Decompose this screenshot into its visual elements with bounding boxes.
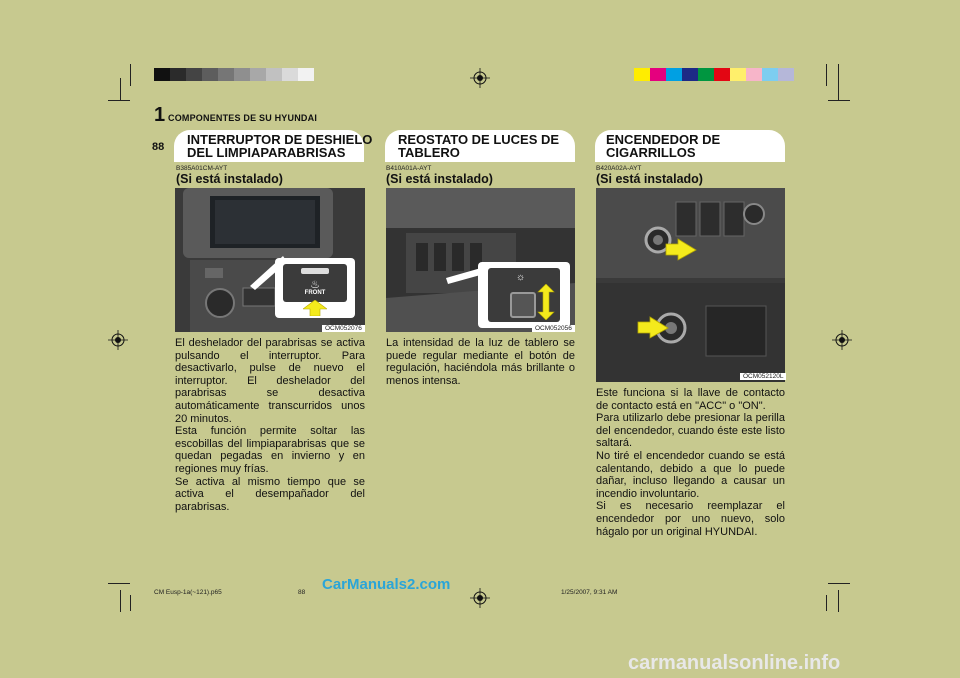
calibration-swatch (186, 68, 202, 81)
calibration-swatch (282, 68, 298, 81)
image-caption: OCM052076 (322, 325, 365, 332)
watermark-text: carmanualsonline.info (628, 652, 841, 674)
crop-mark (120, 590, 121, 612)
calibration-swatch (234, 68, 250, 81)
section-title (187, 133, 372, 159)
crop-mark (108, 583, 130, 584)
registration-mark-icon (470, 588, 490, 608)
section-title-line: ENCENDEDOR DE (606, 132, 721, 147)
dimmer-icon: ☼ (516, 272, 526, 283)
crop-mark (108, 100, 130, 101)
crop-mark (130, 64, 131, 86)
page-number: 88 (152, 141, 165, 153)
registration-mark-icon (470, 68, 490, 88)
paragraph: Esta función permite soltar las escobillas del limpiaparabrisas que se quedan pegadas en invierno y en regiones muy frías. (175, 425, 365, 475)
paragraph: La intensidad de la luz de tablero se puede regular mediante el botón de regulación, haciéndola más brillante o menos intensa. (386, 337, 575, 387)
grayscale-calibration-bar (154, 68, 314, 81)
section-title-line: INTERRUPTOR DE DESHIELO (187, 132, 373, 147)
paragraph: No tiré el encendedor cuando se está calentando, debido a que lo puede dañar, incluso llegando a causar un incendio involuntario. (596, 449, 785, 500)
calibration-swatch (698, 68, 714, 81)
dimmer-knob (510, 292, 536, 318)
calibration-swatch (650, 68, 666, 81)
paragraph: Para utilizarlo debe presionar la perilla del encendedor, cuando éste este listo saltará. (596, 412, 785, 450)
calibration-swatch (762, 68, 778, 81)
footer-page: 88 (298, 589, 306, 596)
image-caption: OCM052056 (532, 325, 575, 332)
section-title (398, 133, 559, 159)
dimmer-switch-photo (386, 188, 575, 332)
crop-mark (826, 64, 827, 86)
dimmer-inset (478, 262, 570, 328)
calibration-swatch (730, 68, 746, 81)
calibration-swatch (666, 68, 682, 81)
paragraph: Este funciona si la llave de contacto de contacto está en "ACC" o "ON". (596, 387, 785, 412)
arrow-up-icon (303, 300, 327, 316)
section-title-line: CIGARRILLOS (606, 145, 696, 160)
registration-mark-icon (108, 330, 128, 350)
crop-mark (838, 590, 839, 612)
crop-mark (826, 595, 827, 611)
calibration-swatch (170, 68, 186, 81)
crop-mark (838, 64, 839, 100)
section-code: B410A01A-AYT (386, 165, 432, 172)
crop-mark (130, 595, 131, 611)
footer-file: CM Eusp-1a(~121).p65 (154, 589, 222, 596)
crop-mark (828, 100, 850, 101)
calibration-swatch (266, 68, 282, 81)
calibration-swatch (298, 68, 314, 81)
section-title-line: TABLERO (398, 145, 460, 160)
section-body (175, 337, 365, 513)
section-subtitle: (Si está instalado) (176, 172, 283, 186)
section-body (386, 337, 575, 387)
indicator-light (301, 268, 329, 274)
dimmer-panel (488, 268, 560, 322)
section-subtitle: (Si está instalado) (596, 172, 703, 186)
paragraph: Se activa al mismo tiempo que se activa el desempañador del parabrisas. (175, 475, 365, 513)
calibration-swatch (634, 68, 650, 81)
image-caption: OCM052120L (740, 373, 786, 380)
section-title (606, 133, 720, 159)
paragraph: Si es necesario reemplazar el encendedor por uno nuevo, solo hágalo por un original HYUNDAI. (596, 500, 785, 538)
calibration-swatch (746, 68, 762, 81)
lighter-illustration (596, 188, 785, 382)
registration-mark-icon (832, 330, 852, 350)
chapter-number: 1 (154, 104, 166, 126)
calibration-swatch (202, 68, 218, 81)
switch-inset (275, 258, 355, 318)
calibration-swatch (714, 68, 730, 81)
crop-mark (120, 78, 121, 100)
calibration-swatch (778, 68, 794, 81)
calibration-swatch (250, 68, 266, 81)
section-code: B385A01CM-AYT (176, 165, 228, 172)
defrost-icon: ♨ (310, 279, 320, 291)
watermark-link[interactable]: CarManuals2.com (322, 576, 451, 593)
up-down-arrow-icon (536, 284, 556, 320)
calibration-swatch (154, 68, 170, 81)
chapter-title: COMPONENTES DE SU HYUNDAI (168, 113, 318, 123)
calibration-swatch (682, 68, 698, 81)
paragraph: El deshelador del parabrisas se activa pulsando el interruptor. Para desactivarlo, pulse de nuevo el interruptor. El deshelador del parabrisas se desactiva automáticamente transcurridos unos 20 minutos. (175, 337, 365, 425)
cigarette-lighter-photo (596, 188, 785, 382)
footer-timestamp: 1/25/2007, 9:31 AM (561, 589, 618, 596)
section-body (596, 387, 785, 538)
section-code: B420A02A-AYT (596, 165, 642, 172)
front-label: FRONT (304, 290, 326, 296)
section-title-line: REOSTATO DE LUCES DE (398, 132, 560, 147)
calibration-swatch (218, 68, 234, 81)
defroster-switch-photo (175, 188, 365, 332)
color-calibration-bar (634, 68, 794, 81)
switch-button (283, 264, 347, 302)
section-subtitle: (Si está instalado) (386, 172, 493, 186)
crop-mark (828, 583, 850, 584)
section-title-line: DEL LIMPIAPARABRISAS (187, 145, 346, 160)
